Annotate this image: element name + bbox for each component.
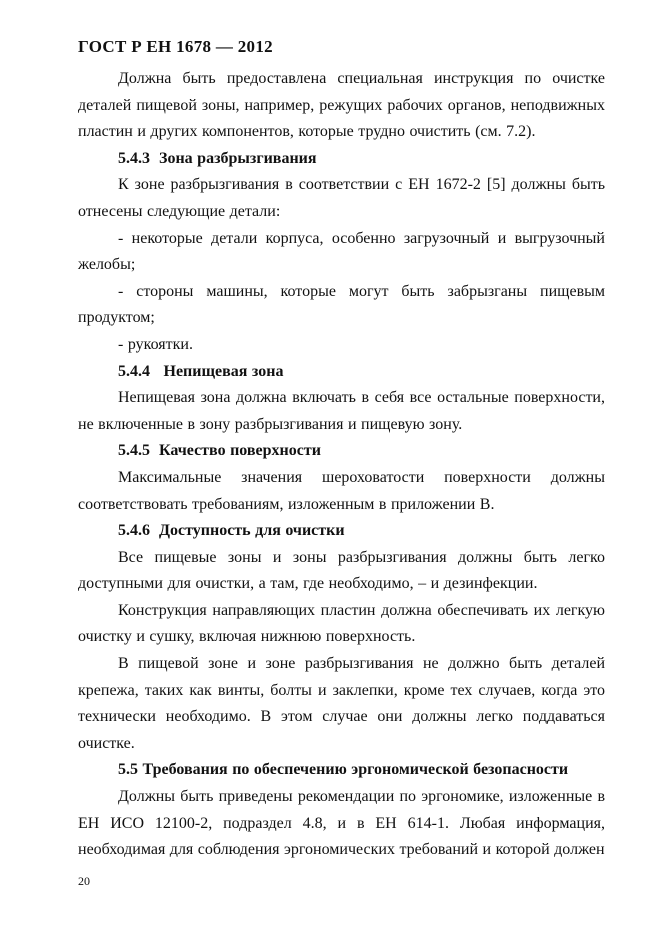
section-heading-5-5: 5.5 Требования по обеспечению эргономической безопасности bbox=[118, 761, 569, 779]
list-item: - некоторые детали корпуса, особенно загрузочный и выгрузочный желобы; bbox=[78, 229, 605, 274]
page-number: 20 bbox=[78, 874, 90, 888]
paragraph: Непищевая зона должна включать в себя все остальные поверхности, не включенные в зону разбрызгивания и пищевую зону. bbox=[78, 389, 605, 433]
paragraph: В пищевой зоне и зоне разбрызгивания не должно быть деталей крепежа, таких как винты, болты и заклепки, кроме тех случаев, когда это технически необходимо. В этом случае они должны легко поддаваться очистке. bbox=[78, 655, 605, 752]
list-item: - рукоятки. bbox=[118, 335, 193, 353]
paragraph: Конструкция направляющих пластин должна обеспечивать их легкую очистку и сушку, включая нижнюю поверхность. bbox=[78, 601, 605, 646]
paragraph: Должна быть предоставлена специальная инструкция по очистке деталей пищевой зоны, например, режущих рабочих органов, неподвижных пластин и других компонентов, которые трудно очистить (см. 7.2). bbox=[78, 70, 605, 141]
section-heading-5-4-5: 5.4.5 Качество поверхности bbox=[118, 442, 321, 460]
paragraph: Все пищевые зоны и зоны разбрызгивания должны быть легко доступными для очистки, а там, где необходимо, – и дезинфекции. bbox=[78, 548, 605, 593]
paragraph: К зоне разбрызгивания в соответствии с ЕН 1672-2 [5] должны быть отнесены следующие детали: bbox=[78, 176, 605, 220]
document-header: ГОСТ Р ЕН 1678 — 2012 bbox=[78, 37, 273, 56]
list-item: - стороны машины, которые могут быть забрызганы пищевым продуктом; bbox=[78, 282, 605, 327]
section-heading-5-4-6: 5.4.6 Доступность для очистки bbox=[118, 522, 345, 540]
section-heading-5-4-4: 5.4.4 Непищевая зона bbox=[118, 362, 284, 380]
section-heading-5-4-3: 5.4.3 Зона разбрызгивания bbox=[118, 149, 317, 167]
document-body bbox=[78, 66, 605, 864]
paragraph: Должны быть приведены рекомендации по эргономике, изложенные в ЕН ИСО 12100-2, подраздел 4.8, и в ЕН 614-1. Любая информация, необходимая для соблюдения эргономических требований и которой должен bbox=[78, 788, 605, 859]
paragraph: Максимальные значения шероховатости поверхности должны соответствовать требованиям, изложенным в приложении В. bbox=[78, 468, 605, 513]
